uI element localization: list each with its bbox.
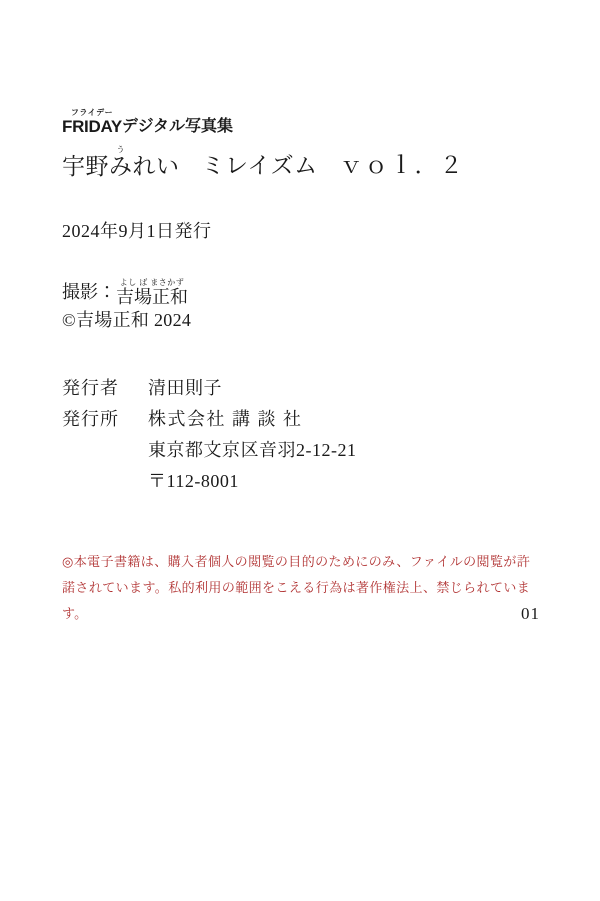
editor-label: 発行者 — [62, 377, 119, 398]
series-ruby: フライデー — [70, 108, 114, 118]
credits-block — [62, 279, 542, 335]
publisher-name: 株式会社 講 談 社 — [148, 408, 303, 429]
page-title — [62, 146, 542, 179]
photographer-ruby: よし ば まさかず — [119, 278, 185, 288]
publisher-row — [62, 404, 542, 435]
page-number: 01 — [521, 604, 540, 623]
title-name-group — [62, 146, 180, 179]
editor-name: 清田則子 — [148, 377, 222, 398]
editor-row — [62, 373, 542, 404]
series-latin-ruby-group — [62, 109, 122, 136]
series-latin: FRIDAY — [62, 117, 122, 137]
series-title — [62, 108, 542, 137]
copyright-notice: ◎本電子書籍は、購入者個人の閲覧の目的のためにのみ、ファイルの閲覧が許諾されています。私的利用の範囲をこえる行為は著作権法上、禁じられています。 — [62, 553, 530, 621]
title-series-name: ミレイズム — [201, 152, 318, 178]
title-name-ruby: う — [116, 145, 125, 154]
publication-date: 2024年9月1日発行 — [62, 221, 212, 242]
publisher-postal-code: 〒112-8001 — [148, 470, 239, 491]
publisher-label: 発行所 — [62, 408, 119, 429]
title-name: 宇野みれい — [62, 154, 180, 179]
photographer-name-group — [116, 279, 188, 307]
photographer-label: 撮影： — [62, 282, 116, 303]
photographer-name: 吉場正和 — [116, 287, 188, 308]
publisher-address: 東京都文京区音羽2-12-21 — [148, 439, 357, 460]
copyright-line: ©吉場正和 2024 — [62, 310, 192, 331]
publisher-block — [62, 373, 542, 497]
title-volume: ｖｏｌ．２ — [339, 152, 465, 178]
series-japanese: デジタル写真集 — [121, 118, 233, 136]
photographer-line — [62, 279, 542, 307]
colophon-content — [62, 108, 542, 627]
